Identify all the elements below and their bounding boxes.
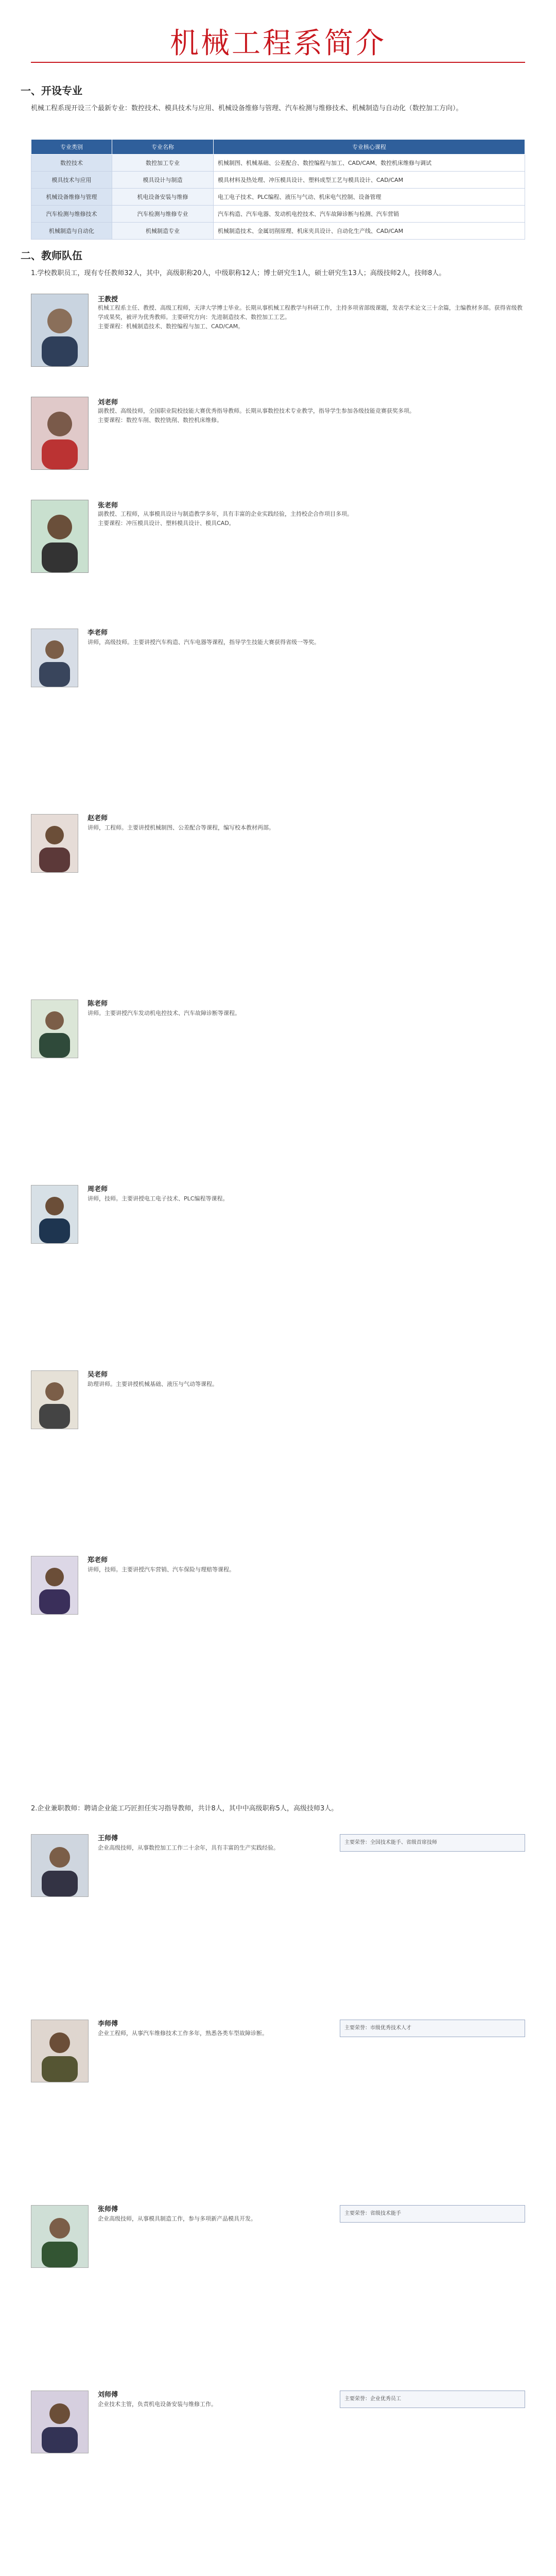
list-item [31, 1370, 525, 1504]
person-icon [31, 815, 78, 872]
person-icon [31, 397, 88, 469]
table-row [31, 223, 525, 240]
major-courses: 机械制图、机械基础、公差配合、数控编程与加工、CAD/CAM、数控机床维修与调试 [214, 155, 525, 172]
leader-courses: 主要课程：冲压模具设计、塑料模具设计、模具CAD。 [98, 520, 235, 527]
teacher-photo [31, 1556, 78, 1615]
enterprise-text: 企业高级技师，从事数控加工工作二十余年，具有丰富的生产实践经验。 [98, 1844, 279, 1851]
list-item [31, 1185, 525, 1319]
list-item [31, 629, 525, 762]
list-item [31, 814, 525, 948]
enterprise-intro: 2.企业兼职教师：聘请企业能工巧匠担任实习指导教师，共计8人，其中中高级职称5人，高级技师3人。 [31, 1805, 338, 1812]
person-icon [31, 1835, 88, 1896]
enterprise-text: 企业技术主管，负责机电设备安装与维修工作。 [98, 2401, 217, 2408]
list-item [31, 999, 525, 1133]
page-title: 机械工程系简介 [170, 27, 386, 60]
header-major: 专业名称 [112, 140, 214, 155]
table-row [31, 206, 525, 223]
enterprise-honor: 主要荣誉：市级优秀技术人才 [344, 2025, 411, 2031]
teacher-text: 助理讲师。主要讲授机械基础、液压与气动等课程。 [88, 1381, 218, 1387]
leader-text: 副教授、工程师，从事模具设计与制造教学多年，具有丰富的企业实践经验，主持校企合作项目多项。 [98, 511, 353, 517]
leader-name: 刘老师 [98, 399, 118, 406]
teacher-photo [31, 629, 78, 687]
list-item [31, 2205, 525, 2282]
leader-courses: 主要课程：机械制造技术、数控编程与加工、CAD/CAM。 [98, 323, 244, 330]
major-name: 机电设备安装与维修 [112, 189, 214, 206]
enterprise-honor-box [340, 2391, 525, 2408]
teachers-section [31, 629, 525, 1762]
enterprise-name: 李师傅 [98, 2020, 118, 2028]
person-icon [31, 1371, 78, 1429]
majors-intro: 机械工程系现开设三个最新专业：数控技术、模具技术与应用、机械设备维修与管理、汽车检测与维修技术、机械制造与自动化（数控加工方向）。 [31, 105, 463, 112]
major-category: 模具技术与应用 [31, 172, 112, 189]
list-item [31, 1834, 525, 1911]
teacher-photo [31, 1185, 78, 1244]
majors-header-row [31, 140, 525, 155]
major-category: 数控技术 [31, 155, 112, 172]
enterprise-photo [31, 2391, 89, 2453]
major-courses: 电工电子技术、PLC编程、液压与气动、机床电气控制、设备管理 [214, 189, 525, 206]
leader-photo [31, 294, 89, 367]
leader-photo [31, 397, 89, 470]
enterprise-honor: 主要荣誉：全国技术能手、省级首席技师 [344, 1840, 437, 1845]
teacher-name: 郑老师 [88, 1556, 108, 1564]
teacher-name: 周老师 [88, 1185, 108, 1193]
leader-text: 副教授、高级技师，全国职业院校技能大赛优秀指导教师。长期从事数控技术专业教学，指导学生参加各级技能竞赛获奖多项。 [98, 408, 415, 414]
title-divider [31, 62, 525, 63]
enterprise-text: 企业高级技师，从事模具制造工作，参与多项新产品模具开发。 [98, 2215, 256, 2222]
person-icon [31, 1000, 78, 1058]
person-icon [31, 1185, 78, 1243]
teacher-name: 陈老师 [88, 1000, 108, 1008]
person-icon [31, 629, 78, 687]
teacher-name: 赵老师 [88, 815, 108, 822]
leader-item [98, 294, 525, 331]
enterprise-honor: 主要荣誉：企业优秀员工 [344, 2396, 401, 2402]
major-category: 机械设备维修与管理 [31, 189, 112, 206]
major-name: 数控加工专业 [112, 155, 214, 172]
table-row [31, 155, 525, 172]
teacher-photo [31, 1370, 78, 1429]
leader-name: 张老师 [98, 502, 118, 510]
enterprise-photo [31, 2020, 89, 2082]
faculty-intro: 1.学校教职员工，现有专任教师32人，其中，高级职称20人，中级职称12人；博士研究生1人，硕士研究生13人；高级技师2人，技师8人。 [31, 269, 446, 277]
enterprise-text: 企业工程师，从事汽车维修技术工作多年，熟悉各类车型故障诊断。 [98, 2030, 268, 2037]
major-name: 模具设计与制造 [112, 172, 214, 189]
teacher-photo [31, 814, 78, 873]
header-courses: 专业核心课程 [214, 140, 525, 155]
list-item [31, 2391, 525, 2468]
leaders-section [31, 294, 525, 603]
leader-item [98, 397, 525, 425]
teacher-text: 讲师。主要讲授汽车发动机电控技术、汽车故障诊断等课程。 [88, 1010, 240, 1016]
table-row [31, 189, 525, 206]
enterprise-name: 刘师傅 [98, 2391, 118, 2399]
table-row [31, 172, 525, 189]
person-icon [31, 2391, 88, 2453]
enterprise-photo [31, 2205, 89, 2268]
teacher-text: 讲师，技师。主要讲授电工电子技术、PLC编程等课程。 [88, 1195, 229, 1202]
person-icon [31, 500, 88, 572]
major-name: 汽车检测与维修专业 [112, 206, 214, 223]
enterprise-honor-box [340, 2020, 525, 2037]
major-courses: 汽车构造、汽车电器、发动机电控技术、汽车故障诊断与检测、汽车营销 [214, 206, 525, 223]
enterprise-honor-box [340, 2205, 525, 2223]
majors-table [31, 139, 525, 240]
leader-text: 机械工程系主任、教授、高级工程师，天津大学博士毕业。长期从事机械工程教学与科研工作，主持多项省部级课题，发表学术论文三十余篇，主编教材多部。获得省级教学成果奖，被评为优秀教师。主要研究方向：先进制造技术、数控加工工艺。 [98, 304, 523, 320]
enterprise-honor-box [340, 1834, 525, 1852]
enterprise-honor: 主要荣誉：省级技术能手 [344, 2211, 401, 2216]
enterprise-name: 王师傅 [98, 1835, 118, 1842]
leader-item [98, 500, 525, 528]
person-icon [31, 1556, 78, 1614]
leader-courses: 主要课程：数控车削、数控铣削、数控机床维修。 [98, 417, 222, 423]
teacher-name: 吴老师 [88, 1371, 108, 1379]
header-category: 专业类别 [31, 140, 112, 155]
leader-photo [31, 500, 89, 573]
person-icon [31, 294, 88, 366]
teacher-text: 讲师，技师。主要讲授汽车营销、汽车保险与理赔等课程。 [88, 1566, 235, 1573]
teacher-text: 讲师，工程师。主要讲授机械制图、公差配合等课程，编写校本教材两部。 [88, 824, 274, 831]
list-item [31, 1556, 525, 1690]
section-heading-majors: 一、开设专业 [21, 84, 82, 97]
teacher-name: 李老师 [88, 629, 108, 637]
section-heading-faculty: 二、教师队伍 [21, 249, 82, 262]
major-category: 机械制造与自动化 [31, 223, 112, 240]
major-courses: 模具材料及热处理、冲压模具设计、塑料成型工艺与模具设计、CAD/CAM [214, 172, 525, 189]
person-icon [31, 2020, 88, 2082]
leader-name: 王教授 [98, 296, 118, 303]
teacher-text: 讲师，高级技师。主要讲授汽车构造、汽车电器等课程，指导学生技能大赛获得省级一等奖。 [88, 639, 320, 646]
major-name: 机械制造专业 [112, 223, 214, 240]
teacher-photo [31, 999, 78, 1058]
list-item [31, 2020, 525, 2097]
enterprise-name: 张师傅 [98, 2206, 118, 2213]
major-category: 汽车检测与维修技术 [31, 206, 112, 223]
person-icon [31, 2206, 88, 2267]
major-courses: 机械制造技术、金属切削原理、机床夹具设计、自动化生产线、CAD/CAM [214, 223, 525, 240]
enterprise-photo [31, 1834, 89, 1897]
